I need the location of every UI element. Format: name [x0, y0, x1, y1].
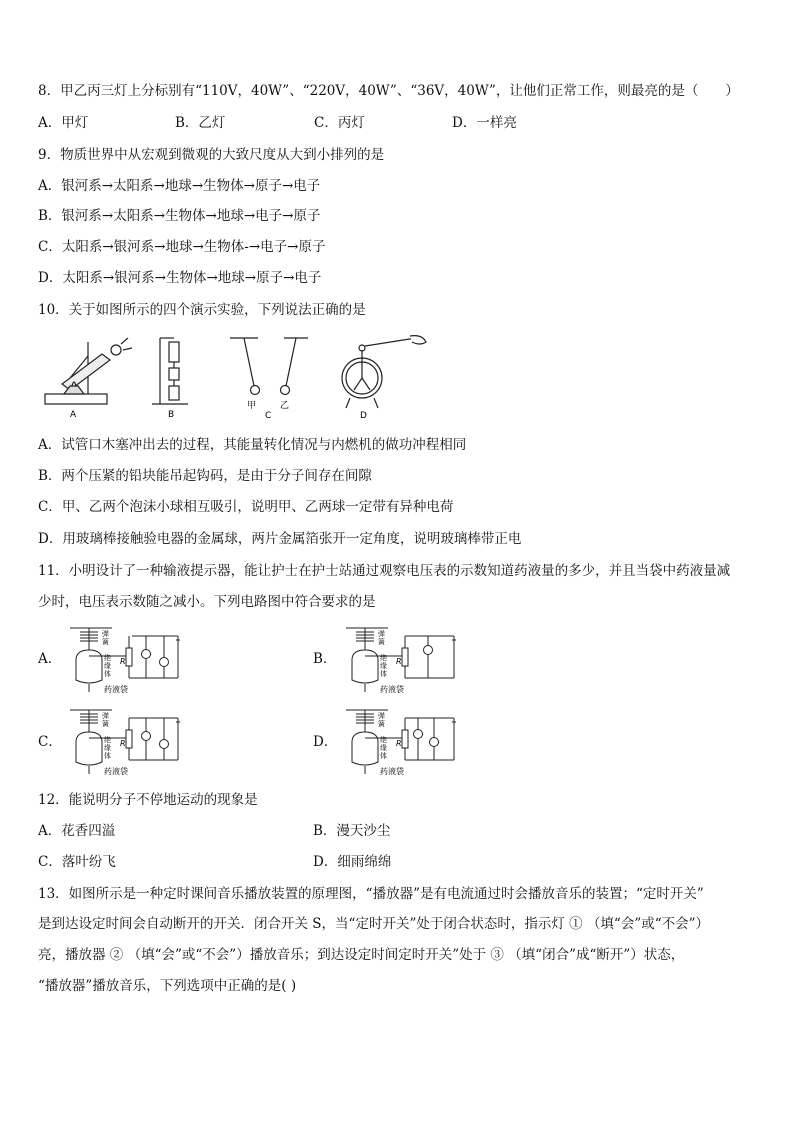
ball-label-jia: 甲 — [247, 401, 257, 411]
q8-option-d: D．一样亮 — [452, 115, 517, 131]
question-11-stem-line2: 少时，电压表示数随之减小。下列电路图中符合要求的是 — [38, 594, 376, 610]
figure-label-b: B — [168, 410, 175, 420]
figure-a-test-tube — [45, 338, 132, 404]
ball-label-yi: 乙 — [280, 401, 290, 411]
q11-option-b-letter: B． — [313, 651, 337, 667]
insulator-label: 缘 — [380, 662, 387, 670]
bag-label: 药液袋 — [380, 685, 404, 694]
spring-label: 弹 — [378, 630, 385, 638]
spring-label: 簧 — [102, 638, 109, 646]
q8-option-c: C．丙灯 — [314, 115, 365, 131]
spring-label: 簧 — [378, 638, 385, 646]
figure-label-d: D — [360, 411, 367, 421]
bag-label: 药液袋 — [380, 767, 404, 776]
insulator-label: 缘 — [104, 744, 111, 752]
q11-circuit-c — [68, 708, 188, 776]
q9-option-d: D．太阳系→银河系→生物体→地球→原子→电子 — [38, 270, 322, 286]
insulator-label: 绝 — [380, 736, 387, 744]
question-13-line1: 13．如图所示是一种定时课间音乐播放装置的原理图，“播放器”是有电流通过时会播放音乐的装置；“定时开关” — [38, 886, 704, 902]
q10-experiment-figures — [40, 332, 440, 424]
q12-option-b: B．漫天沙尘 — [313, 823, 391, 839]
q9-option-b: B．银河系→太阳系→生物体→地球→电子→原子 — [38, 208, 321, 224]
q11-option-c-letter: C． — [38, 734, 62, 750]
figure-d-electroscope — [342, 336, 426, 408]
q12-option-a: A．花香四溢 — [38, 823, 116, 839]
figure-b-lead-blocks — [152, 338, 188, 404]
q11-circuit-a — [68, 626, 188, 694]
spring-label: 弹 — [378, 712, 385, 720]
q12-option-d: D．细雨绵绵 — [313, 854, 392, 870]
spring-label: 簧 — [378, 720, 385, 728]
q10-option-d: D．用玻璃棒接触验电器的金属球，两片金属箔张开一定角度，说明玻璃棒带正电 — [38, 531, 522, 547]
spring-label: 弹 — [102, 712, 109, 720]
q8-option-a: A．甲灯 — [38, 115, 89, 131]
insulator-label: 绝 — [380, 654, 387, 662]
q10-option-a: A．试管口木塞冲出去的过程，其能量转化情况与内燃机的做功冲程相同 — [38, 437, 467, 453]
insulator-label: 缘 — [380, 744, 387, 752]
spring-label: 簧 — [102, 720, 109, 728]
bag-label: 药液袋 — [104, 767, 128, 776]
figure-label-c: C — [265, 411, 272, 421]
resistor-label: R — [396, 657, 402, 666]
q11-circuit-b — [344, 626, 464, 694]
insulator-label: 体 — [104, 670, 111, 678]
q11-option-d-letter: D． — [313, 734, 338, 750]
resistor-label: R — [120, 657, 126, 666]
q10-option-b: B．两个压紧的铅块能吊起钩码，是由于分子间存在间隙 — [38, 468, 372, 484]
q9-option-c: C．太阳系→银河系→地球→生物体-→电子→原子 — [38, 239, 326, 255]
question-9-stem: 9．物质世界中从宏观到微观的大致尺度从大到小排列的是 — [38, 147, 385, 163]
insulator-label: 体 — [380, 670, 387, 678]
bag-label: 药液袋 — [104, 685, 128, 694]
question-8-stem: 8．甲乙丙三灯上分标别有“110V，40W”、“220V，40W”、“36V，40W”，让他们正常工作，则最亮的是（ ） — [38, 83, 739, 99]
question-11-stem-line1: 11．小明设计了一种输液提示器，能让护士在护士站通过观察电压表的示数知道药液量的多少，并且当袋中药液量减 — [38, 563, 731, 579]
insulator-label: 绝 — [104, 736, 111, 744]
q9-option-a: A．银河系→太阳系→地球→生物体→原子→电子 — [38, 178, 321, 194]
figure-label-a: A — [70, 410, 77, 420]
insulator-label: 缘 — [104, 662, 111, 670]
question-12-stem: 12．能说明分子不停地运动的现象是 — [38, 792, 258, 808]
question-10-stem: 10．关于如图所示的四个演示实验，下列说法正确的是 — [38, 302, 366, 318]
q10-option-c: C．甲、乙两个泡沫小球相互吸引，说明甲、乙两球一定带有异种电荷 — [38, 499, 454, 515]
resistor-label: R — [396, 739, 402, 748]
q12-option-c: C．落叶纷飞 — [38, 854, 116, 870]
insulator-label: 体 — [380, 752, 387, 760]
question-13-line4: “播放器”播放音乐，下列选项中正确的是( ) — [38, 978, 297, 994]
insulator-label: 体 — [104, 752, 111, 760]
insulator-label: 绝 — [104, 654, 111, 662]
q11-circuit-d — [344, 708, 464, 776]
question-13-line2: 是到达设定时间会自动断开的开关．闭合开关 S，当“定时开关”处于闭合状态时，指示灯 ① （填“会”或“不会”） — [38, 916, 710, 932]
q11-option-a-letter: A． — [38, 651, 62, 667]
q8-option-b: B．乙灯 — [175, 115, 226, 131]
resistor-label: R — [120, 739, 126, 748]
figure-c-foam-balls — [230, 338, 308, 395]
question-13-line3: 亮，播放器 ② （填“会”或“不会”）播放音乐；到达设定时间定时开关”处于 ③ （填“闭合”成“断开”）状态， — [38, 947, 685, 963]
spring-label: 弹 — [102, 630, 109, 638]
